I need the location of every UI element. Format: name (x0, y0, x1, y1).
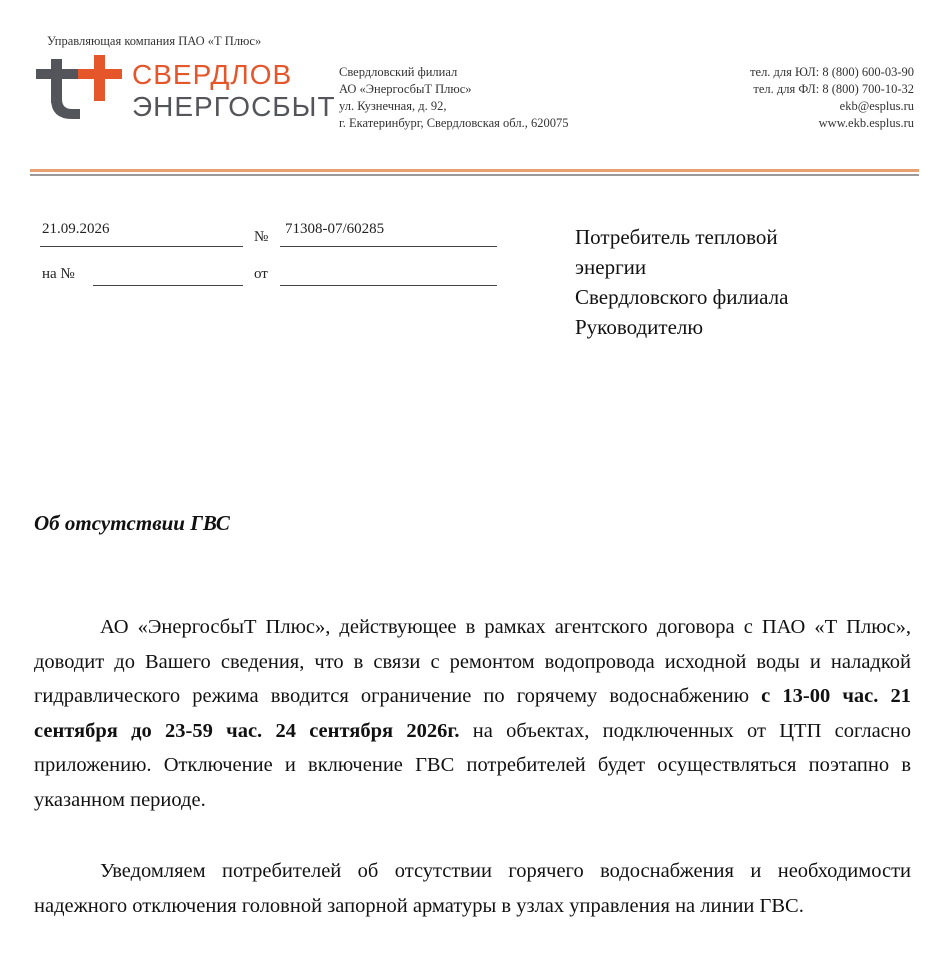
letter-number: 71308-07/60285 (285, 221, 385, 237)
contact-line: тел. для ЮЛ: 8 (800) 600-03-90 (750, 65, 914, 79)
recipient-block (575, 222, 788, 342)
body-paragraph-1-end: на объектах, подключенных от ЦТП согласно приложению. Отключение и включение ГВС потребителей будет осуществляться поэтапно в указанном периоде. (34, 719, 912, 811)
date-underline (40, 246, 243, 247)
address-line: г. Екатеринбург, Свердловская обл., 620075 (339, 116, 569, 130)
branch-contacts (750, 64, 914, 132)
body-paragraph-1 (34, 610, 911, 817)
number-underline (280, 246, 497, 247)
header-divider-orange (30, 169, 919, 172)
letter-date: 21.09.2026 (42, 221, 110, 237)
from-underline (280, 285, 497, 286)
email-link[interactable]: ekb@esplus.ru (839, 99, 914, 113)
branch-address (339, 64, 568, 132)
recipient-line: Потребитель тепловой (575, 225, 778, 249)
website-link[interactable]: www.ekb.esplus.ru (818, 116, 914, 130)
parent-company-line: Управляющая компания ПАО «Т Плюс» (47, 34, 262, 48)
from-label: от (254, 266, 268, 282)
header-divider-gray (30, 174, 919, 176)
body-paragraph-2: Уведомляем потребителей об отсутствии горячего водоснабжения и необходимости надежного отключения головной запорной арматуры в узлах управления на линии ГВС. (34, 860, 911, 917)
ref-underline (93, 285, 243, 286)
tplus-logo-icon (36, 55, 126, 127)
body-paragraph-1-start: АО «ЭнергосбыТ Плюс», действующее в рамках агентского договора с ПАО «Т Плюс», доводит до Вашего сведения, что в связи с ремонтом водопровода исходной воды и наладкой гидравлического режима вводится ограничение по горячему водоснабжению (34, 616, 911, 707)
contact-line: тел. для ФЛ: 8 (800) 700-10-32 (753, 82, 914, 96)
number-label: № (254, 229, 269, 245)
address-line: АО «ЭнергосбыТ Плюс» (339, 82, 472, 96)
logo-line-2: ЭНЕРГОСБЫТ (132, 91, 336, 122)
outage-period: с 13-00 час. 21 сентября до 23-59 час. 24 сентября 2026г. (34, 685, 911, 742)
logo-line-1: СВЕРДЛОВ (132, 59, 293, 90)
address-line: Свердловский филиал (339, 65, 458, 79)
ref-label: на № (42, 266, 75, 282)
recipient-line: Свердловского филиала (575, 285, 789, 309)
company-logo (36, 55, 336, 127)
letter-subject: Об отсутствии ГВС (34, 511, 230, 535)
address-line: ул. Кузнечная, д. 92, (339, 99, 447, 113)
recipient-line: энергии (575, 255, 647, 279)
recipient-line: Руководителю (575, 315, 704, 339)
